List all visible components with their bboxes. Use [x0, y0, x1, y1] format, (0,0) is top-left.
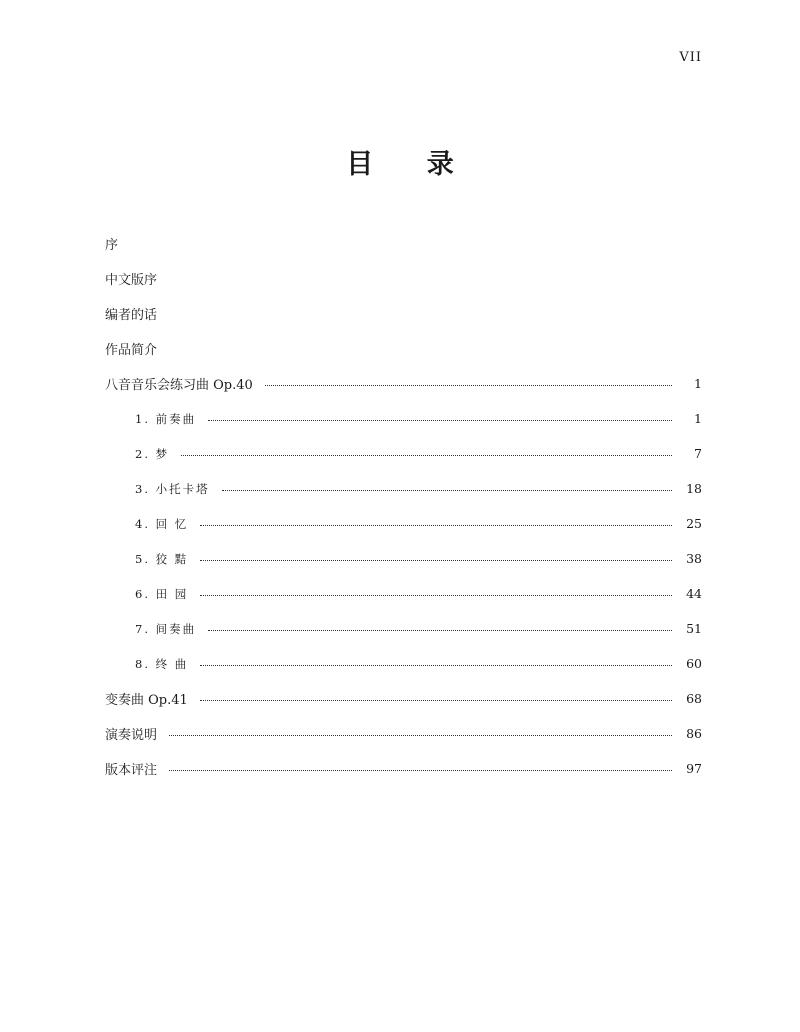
- dot-leader: [208, 420, 672, 421]
- toc-entry-label: 5. 狡 黠: [135, 551, 189, 566]
- toc-entry-label: 编者的话: [105, 308, 158, 323]
- dot-leader: [200, 665, 672, 666]
- toc-entry-label: 2. 梦: [135, 446, 170, 461]
- toc-entry-page: 44: [686, 586, 702, 601]
- toc-entry-page: 18: [686, 481, 702, 496]
- toc-subentry-5[interactable]: [105, 541, 702, 576]
- dot-leader: [200, 560, 672, 561]
- toc-entry-editor-note[interactable]: [105, 296, 702, 331]
- toc-entry-page: 68: [686, 691, 702, 706]
- toc-entry-chinese-preface[interactable]: [105, 261, 702, 296]
- toc-entry-performance-notes[interactable]: [105, 716, 702, 751]
- toc-entry-label: 变奏曲 Op.41: [105, 693, 188, 708]
- table-of-contents: [105, 226, 702, 786]
- toc-entry-page: 7: [694, 446, 702, 461]
- dot-leader: [265, 385, 672, 386]
- toc-entry-page: 86: [686, 726, 702, 741]
- toc-entry-preface[interactable]: [105, 226, 702, 261]
- toc-entry-label: 8. 终 曲: [135, 656, 189, 671]
- toc-entry-page: 97: [686, 761, 702, 776]
- toc-entry-op40[interactable]: [105, 366, 702, 401]
- dot-leader: [222, 490, 672, 491]
- toc-entry-page: 51: [686, 621, 702, 636]
- toc-entry-op41[interactable]: [105, 681, 702, 716]
- toc-entry-page: 60: [686, 656, 702, 671]
- toc-subentry-8[interactable]: [105, 646, 702, 681]
- toc-entry-label: 7. 间奏曲: [135, 621, 197, 636]
- toc-subentry-1[interactable]: [105, 401, 702, 436]
- toc-entry-label: 1. 前奏曲: [135, 411, 197, 426]
- toc-entry-label: 3. 小托卡塔: [135, 481, 210, 496]
- toc-entry-label: 中文版序: [105, 273, 158, 288]
- toc-entry-label: 八音音乐会练习曲 Op.40: [105, 378, 253, 393]
- toc-subentry-4[interactable]: [105, 506, 702, 541]
- dot-leader: [200, 595, 672, 596]
- toc-subentry-6[interactable]: [105, 576, 702, 611]
- dot-leader: [200, 525, 672, 526]
- toc-entry-edition-notes[interactable]: [105, 751, 702, 786]
- toc-entry-label: 版本评注: [105, 763, 158, 778]
- dot-leader: [208, 630, 672, 631]
- toc-entry-page: 38: [686, 551, 702, 566]
- toc-entry-page: 1: [694, 376, 702, 391]
- page-number: VII: [679, 50, 702, 65]
- toc-subentry-2[interactable]: [105, 436, 702, 471]
- toc-entry-work-intro[interactable]: [105, 331, 702, 366]
- toc-entry-label: 序: [105, 238, 119, 253]
- page-title: 目 录: [346, 149, 476, 180]
- toc-entry-page: 25: [686, 516, 702, 531]
- toc-subentry-7[interactable]: [105, 611, 702, 646]
- dot-leader: [169, 770, 672, 771]
- toc-entry-label: 6. 田 园: [135, 586, 189, 601]
- toc-subentry-3[interactable]: [105, 471, 702, 506]
- toc-entry-label: 演奏说明: [105, 728, 158, 743]
- dot-leader: [200, 700, 672, 701]
- toc-entry-page: 1: [694, 411, 702, 426]
- dot-leader: [181, 455, 672, 456]
- dot-leader: [169, 735, 672, 736]
- toc-entry-label: 作品简介: [105, 343, 158, 358]
- toc-entry-label: 4. 回 忆: [135, 516, 189, 531]
